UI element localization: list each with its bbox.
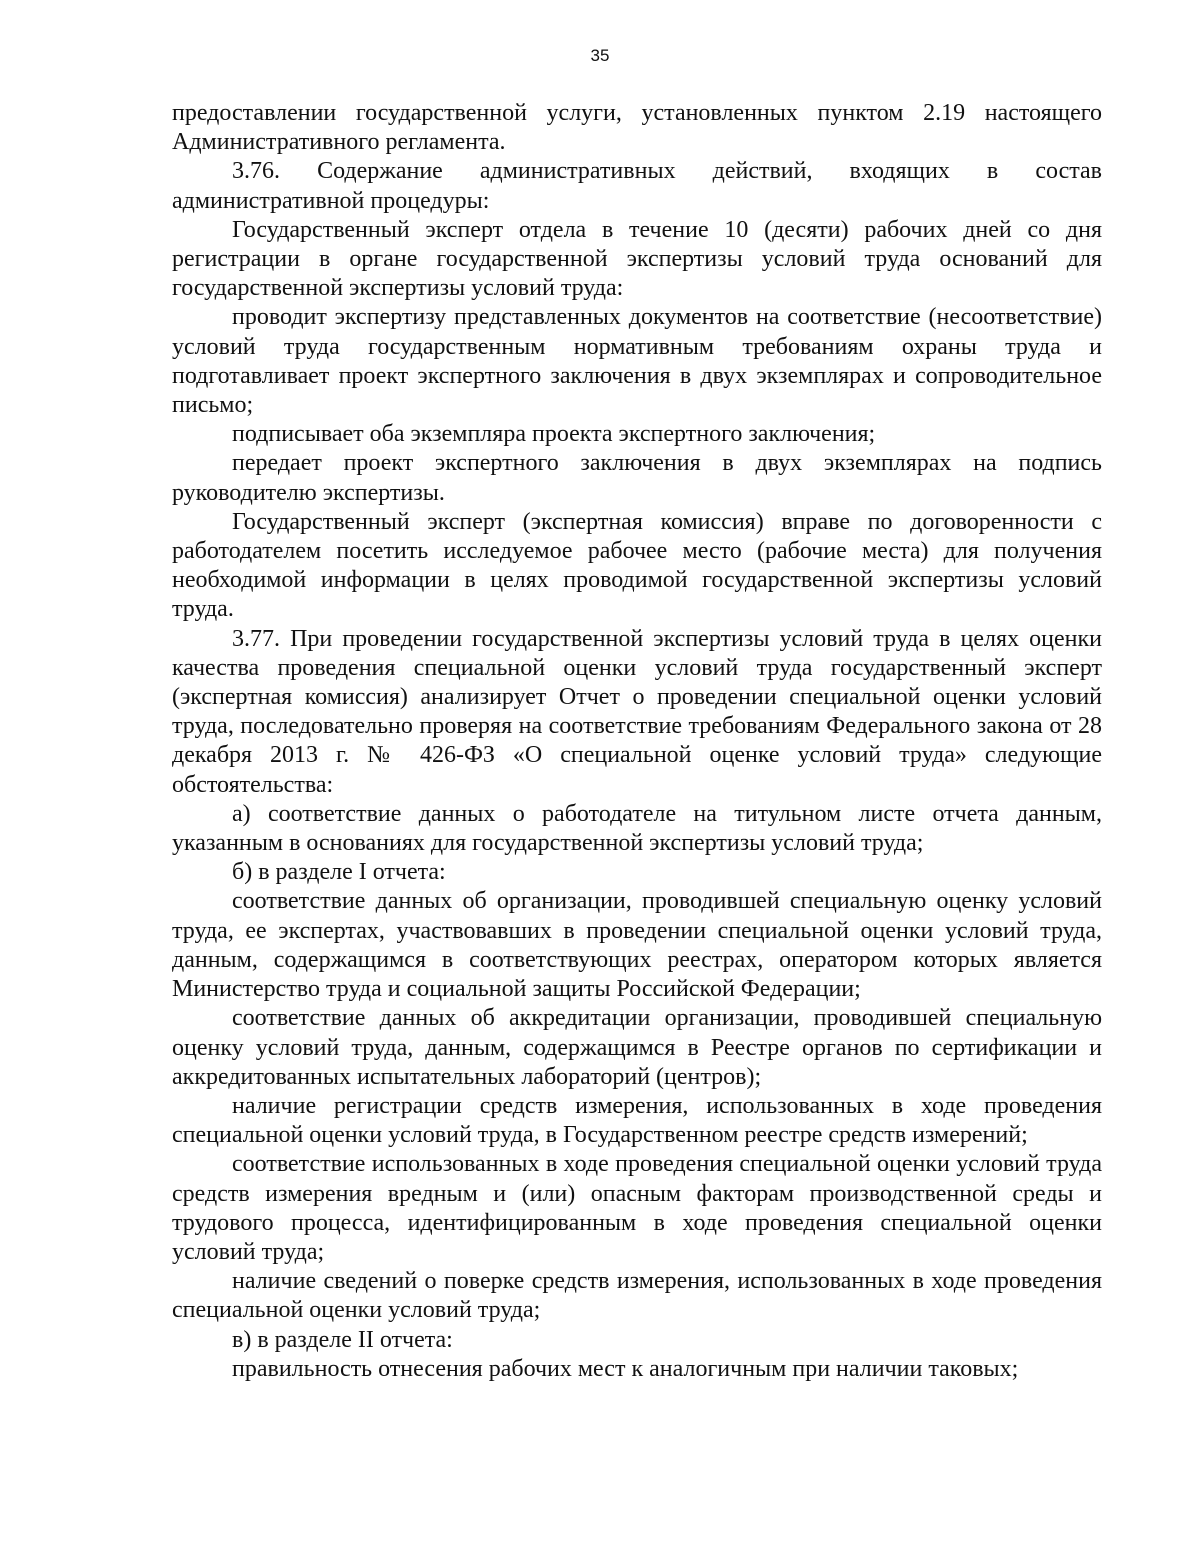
- paragraph-3-76: 3.76. Содержание административных действий, входящих в состав административной процедуры:: [172, 158, 1102, 214]
- paragraph-accreditation-data: соответствие данных об аккредитации организации, проводившей специальную оценку условий труда, данным, содержащимся в Реестре органов по сертификации и аккредитованных испытательных лабораторий (центров);: [172, 1005, 1102, 1090]
- page-number: 35: [590, 46, 610, 65]
- paragraph-analogous-workplaces: правильность отнесения рабочих мест к аналогичным при наличии таковых;: [232, 1355, 1019, 1382]
- paragraph-item-v: в) в разделе II отчета:: [232, 1326, 453, 1353]
- paragraph-item-b: б) в разделе I отчета:: [232, 859, 446, 886]
- paragraph-transfers-draft: передает проект экспертного заключения в двух экземплярах на подпись руководителю экспертизы.: [172, 450, 1102, 506]
- paragraph-expert-duties: Государственный эксперт отдела в течение 10 (десяти) рабочих дней со дня регистрации в органе государственной экспертизы условий труда оснований для государственной экспертизы условий труда:: [172, 216, 1102, 302]
- paragraph-conducts-examination: проводит экспертизу представленных документов на соответствие (несоответствие) условий труда государственным нормативным требованиям охраны труда и подготавливает проект экспертного заключения в двух экземплярах и сопроводительное письмо;: [172, 304, 1102, 419]
- paragraph-item-a: а) соответствие данных о работодателе на титульном листе отчета данным, указанным в основаниях для государственной экспертизы условий труда;: [172, 800, 1102, 857]
- paragraph-signs-copies: подписывает оба экземпляра проекта экспертного заключения;: [232, 421, 876, 448]
- paragraph-3-77: 3.77. При проведении государственной экспертизы условий труда в целях оценки качества проведения специальной оценки условий труда государственный эксперт (экспертная комиссия) анализирует Отчет о проведении специальной оценки условий труда, последовательно проверяя на соответствие требованиям Федерального закона от 28 декабря 2013 г. № 426-ФЗ «О специальной оценке условий труда» следующие обстоятельства:: [172, 625, 1102, 798]
- paragraph-instrument-registration: наличие регистрации средств измерения, использованных в ходе проведения специальной оценки условий труда, в Государственном реестре средств измерений;: [172, 1092, 1102, 1149]
- paragraph-instrument-conformity: соответствие использованных в ходе проведения специальной оценки условий труда средств измерения вредным и (или) опасным факторам производственной среды и трудового процесса, идентифицированным в ходе проведения специальной оценки условий труда;: [172, 1151, 1102, 1265]
- document-body: [172, 99, 1102, 1384]
- paragraph-continuation: предоставлении государственной услуги, установленных пунктом 2.19 настоящего Административного регламента.: [172, 100, 1102, 156]
- paragraph-calibration-info: наличие сведений о поверке средств измерения, использованных в ходе проведения специальной оценки условий труда;: [172, 1268, 1102, 1324]
- paragraph-organization-data: соответствие данных об организации, проводившей специальную оценку условий труда, ее экспертах, участвовавших в проведении специальной оценки условий труда, данным, содержащимся в соответствующих реестрах, оператором которых является Министерство труда и социальной защиты Российской Федерации;: [172, 888, 1102, 1003]
- paragraph-workplace-visit: Государственный эксперт (экспертная комиссия) вправе по договоренности с работодателем посетить исследуемое рабочее место (рабочие места) для получения необходимой информации в целях проводимой государственной экспертизы условий труда.: [172, 508, 1102, 623]
